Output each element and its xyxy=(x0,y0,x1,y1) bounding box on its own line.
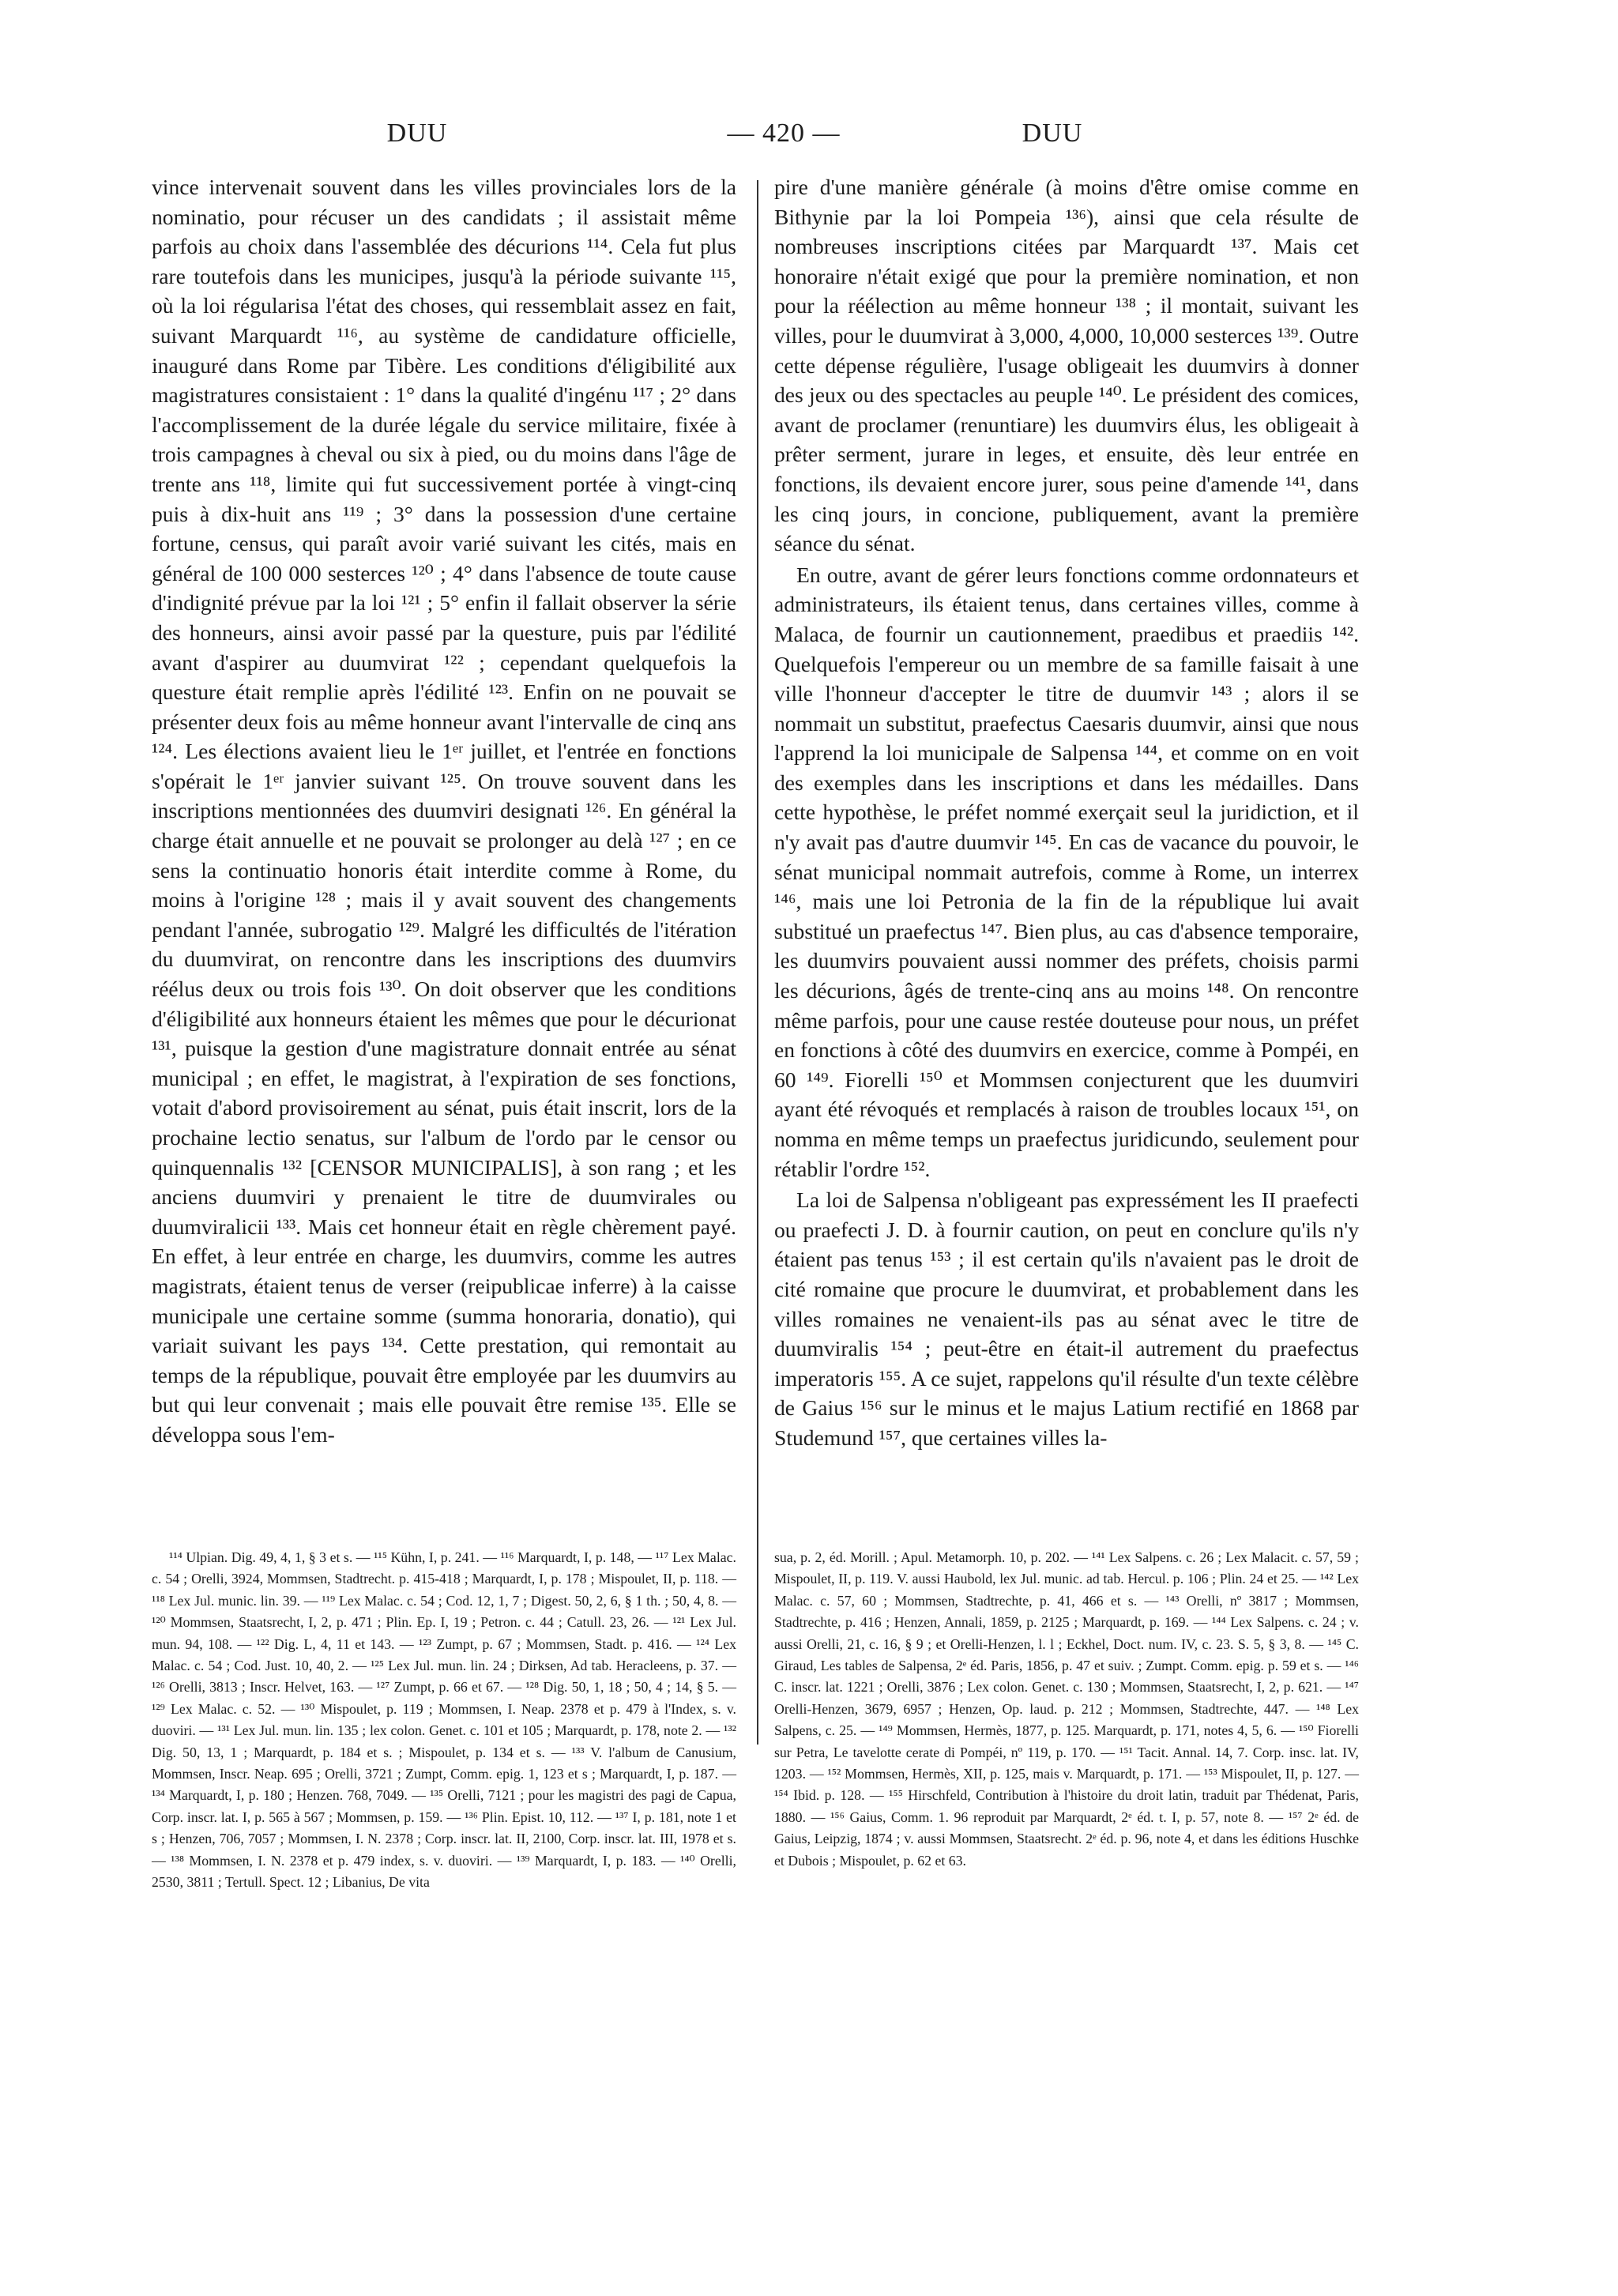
running-head-left: DUU xyxy=(386,119,448,148)
left-paragraph-1: vince intervenait souvent dans les villes provinciales lors de la nominatio, pour récuser un des candidats ; il assistait même parfois au choix dans l'assemblée des décurions ¹¹⁴. Cela fut plus rare toutefois dans les municipes, jusqu'à la période suivante ¹¹⁵, où la loi régularisa l'état des choses, qui ressemblait assez en fait, suivant Marquardt ¹¹⁶, au système de candidature officielle, inauguré dans Rome par Tibère. Les conditions d'éligibilité aux magistratures consistaient : 1° dans la qualité d'ingénu ¹¹⁷ ; 2° dans l'accomplissement de la durée légale du service militaire, fixée à trois campagnes à cheval ou six à pied, ou du moins dans l'âge de trente ans ¹¹⁸, limite qui fut successivement portée à vingt-cinq puis à dix-huit ans ¹¹⁹ ; 3° dans la possession d'une certaine fortune, census, qui paraît avoir varié suivant les cités, mais en général de 100 000 sesterces ¹²⁰ ; 4° dans l'absence de toute cause d'indignité prévue par la loi ¹²¹ ; 5° enfin il fallait observer la série des honneurs, ainsi avoir passé par la questure, puis par l'édilité avant d'aspirer au duumvirat ¹²² ; cependant quelquefois la questure était remplie après l'édilité ¹²³. Enfin on ne pouvait se présenter deux fois au même honneur avant l'intervalle de cinq ans ¹²⁴. Les élections avaient lieu le 1ᵉʳ juillet, et l'entrée en fonctions s'opérait le 1ᵉʳ janvier suivant ¹²⁵. On trouve souvent dans les inscriptions mentionnées des duumviri designati ¹²⁶. En général la charge était annuelle et ne pouvait se prolonger au delà ¹²⁷ ; en ce sens la continuatio honoris était interdite comme à Rome, du moins à l'origine ¹²⁸ ; mais il y avait souvent des changements pendant l'année, subrogatio ¹²⁹. Malgré les difficultés de l'itération du duumvirat, on rencontre dans les inscriptions des duumvirs réélus deux ou trois fois ¹³⁰. On doit observer que les conditions d'éligibilité aux honneurs étaient les mêmes que pour le décurionat ¹³¹, puisque la gestion d'une magistrature donnait entrée au sénat municipal ; en effet, le magistrat, à l'expiration de ses fonctions, votait d'abord provisoirement au sénat, puis était inscrit, lors de la prochaine lectio senatus, sur l'album de l'ordo par le censor ou quinquennalis ¹³² [CENSOR MUNICIPALIS], à son rang ; et les anciens duumviri y prenaient le titre de duumvirales ou duumviralicii ¹³³. Mais cet honneur était en règle chèrement payé. En effet, à leur entrée en charge, les duumvirs, comme les autres magistrats, étaient tenus de verser (reipublicae inferre) à la caisse municipale une certaine somme (summa honoraria, donatio), qui variait suivant les pays ¹³⁴. Cette prestation, qui remontait au temps de la république, pouvait être employée par les duumvirs au but qui leur convenait ; mais elle pouvait être remise ¹³⁵. Elle se développa sous l'em- xyxy=(152,175,736,1447)
footnotes-left-text: ¹¹⁴ Ulpian. Dig. 49, 4, 1, § 3 et s. — ¹¹⁵ Kühn, I, p. 241. — ¹¹⁶ Marquardt, I, p. 148, — ¹¹⁷ Lex Malac. c. 54 ; Orelli, 3924, Mommsen, Stadtrecht. p. 415-418 ; Marquardt, I, p. 178 ; Mispoulet, II, p. 118. — ¹¹⁸ Lex Jul. munic. lin. 39. — ¹¹⁹ Lex Malac. c. 54 ; Cod. 12, 1, 7 ; Digest. 50, 2, 6, § 1 th. ; 50, 4, 8. — ¹²⁰ Mommsen, Staatsrecht, I, 2, p. 471 ; Plin. Ep. I, 19 ; Petron. c. 44 ; Catull. 23, 26. — ¹²¹ Lex Jul. mun. 94, 108. — ¹²² Dig. L, 4, 11 et 143. — ¹²³ Zumpt, p. 67 ; Mommsen, Stadt. p. 416. — ¹²⁴ Lex Malac. c. 54 ; Cod. Just. 10, 40, 2. — ¹²⁵ Lex Jul. mun. lin. 24 ; Dirksen, Ad tab. Heracleens, p. 37. — ¹²⁶ Orelli, 3813 ; Inscr. Helvet, 163. — ¹²⁷ Zumpt, p. 66 et 67. — ¹²⁸ Dig. 50, 1, 18 ; 50, 4 ; 14, § 5. — ¹²⁹ Lex Malac. c. 52. — ¹³⁰ Mispoulet, p. 119 ; Mommsen, I. Neap. 2378 et p. 479 à l'Index, s. v. duoviri. — ¹³¹ Lex Jul. mun. lin. 135 ; lex colon. Genet. c. 101 et 105 ; Marquardt, p. 178, note 2. — ¹³² Dig. 50, 13, 1 ; Marquardt, p. 184 et s. ; Mispoulet, p. 134 et s. — ¹³³ V. l'album de Canusium, Mommsen, Inscr. Neap. 695 ; Orelli, 3721 ; Zumpt, Comm. epig. 1, 123 et s ; Marquardt, I, p. 187. — ¹³⁴ Marquardt, I, p. 180 ; Henzen. 768, 7049. — ¹³⁵ Orelli, 7121 ; pour les magistri des pagi de Capua, Corp. inscr. lat. I, p. 565 à 567 ; Mommsen, p. 159. — ¹³⁶ Plin. Epist. 10, 112. — ¹³⁷ I, p. 181, note 1 et s ; Henzen, 706, 7057 ; Mommsen, I. N. 2378 ; Corp. inscr. lat. II, 2100, Corp. inscr. lat. III, 1978 et s. — ¹³⁸ Mommsen, I. N. 2378 et p. 479 index, s. v. duoviri. — ¹³⁹ Marquardt, I, p. 183. — ¹⁴⁰ Orelli, 2530, 3811 ; Tertull. Spect. 12 ; Libanius, De vita xyxy=(152,1549,736,1891)
running-head-right: DUU xyxy=(1022,119,1083,148)
right-column xyxy=(774,172,1359,1453)
right-paragraph-1: pire d'une manière générale (à moins d'être omise comme en Bithynie par la loi Pompeia ¹³⁶), ainsi que cela résulte de nombreuses inscriptions citées par Marquardt ¹³⁷. Mais cet honoraire n'était exigé que pour la première nomination, et non pour la réélection au même honneur ¹³⁸ ; il montait, suivant les villes, pour le duumvirat à 3,000, 4,000, 10,000 sesterces ¹³⁹. Outre cette dépense régulière, l'usage obligeait les duumvirs à donner des jeux ou des spectacles au peuple ¹⁴⁰. Le président des comices, avant de proclamer (renuntiare) les duumvirs élus, les obligeait à prêter serment, jurare in leges, et ensuite, dès leur entrée en fonctions, ils devaient encore jurer, sous peine d'amende ¹⁴¹, dans les cinq jours, in concione, publiquement, avant la première séance du sénat. xyxy=(774,175,1359,556)
page-header xyxy=(0,119,1618,166)
left-column xyxy=(152,172,736,1450)
page-number: — 420 — xyxy=(727,119,841,148)
column-divider xyxy=(757,180,758,1745)
right-paragraph-3: La loi de Salpensa n'obligeant pas expressément les II praefecti ou praefecti J. D. à fournir caution, on peut en conclure qu'ils n'y étaient pas tenus ¹⁵³ ; il est certain qu'ils n'avaient pas le droit de cité romaine que procure le duumvirat, et probablement dans les villes romaines ne venaient-ils pas au sénat avec le titre de duumviralis ¹⁵⁴ ; peut-être en était-il autrement du praefectus imperatoris ¹⁵⁵. A ce sujet, rappelons qu'il résulte d'un texte célèbre de Gaius ¹⁵⁶ sur le minus et le majus Latium rectifié en 1868 par Studemund ¹⁵⁷, que certaines villes la- xyxy=(774,1188,1359,1450)
footnotes-left xyxy=(152,1547,736,1894)
footnotes-right-text: sua, p. 2, éd. Morill. ; Apul. Metamorph. 10, p. 202. — ¹⁴¹ Lex Salpens. c. 26 ; Lex Malacit. c. 57, 59 ; Mispoulet, II, p. 119. V. aussi Haubold, lex Jul. munic. ad tab. Hercul. p. 106 ; Plin. 24 et 25. — ¹⁴² Lex Malac. c. 57, 60 ; Mommsen, Stadtrechte, p. 41, 466 et s. — ¹⁴³ Orelli, nº 3817 ; Mommsen, Stadtrechte, p. 416 ; Henzen, Annali, 1859, p. 2125 ; Marquardt, p. 169. — ¹⁴⁴ Lex Salpens. c. 24 ; v. aussi Orelli, 21, c. 16, § 9 ; et Orelli-Henzen, l. l ; Eckhel, Doct. num. IV, c. 23. S. 5, § 3, 8. — ¹⁴⁵ C. Giraud, Les tables de Salpensa, 2ᵉ éd. Paris, 1856, p. 47 et suiv. ; Zumpt. Comm. epig. p. 59 et s. — ¹⁴⁶ C. inscr. lat. 1221 ; Orelli, 3876 ; Lex colon. Genet. c. 130 ; Mommsen, Staatsrecht, I, 2, p. 621. — ¹⁴⁷ Orelli-Henzen, 3679, 6957 ; Henzen, Op. laud. p. 212 ; Mommsen, Stadtrechte, 447. — ¹⁴⁸ Lex Salpens, c. 25. — ¹⁴⁹ Mommsen, Hermès, 1877, p. 125. Marquardt, p. 171, notes 4, 5, 6. — ¹⁵⁰ Fiorelli sur Petra, Le tavelotte cerate di Pompéi, nº 119, p. 170. — ¹⁵¹ Tacit. Annal. 14, 7. Corp. insc. lat. IV, 1203. — ¹⁵² Mommsen, Hermès, XII, p. 125, mais v. Marquardt, p. 171. — ¹⁵³ Mispoulet, II, p. 127. — ¹⁵⁴ Ibid. p. 128. — ¹⁵⁵ Hirschfeld, Contribution à l'histoire du droit latin, traduit par Thédenat, Paris, 1880. — ¹⁵⁶ Gaius, Comm. 1. 96 reproduit par Marquardt, 2ᵉ éd. t. I, p. 57, note 8. — ¹⁵⁷ 2ᵉ éd. de Gaius, Leipzig, 1874 ; v. aussi Mommsen, Staatsrecht. 2ᵉ éd. p. 96, note 4, et dans les éditions Huschke et Dubois ; Mispoulet, p. 62 et 63. xyxy=(774,1549,1359,1869)
footnotes-right xyxy=(774,1547,1359,1872)
right-paragraph-2: En outre, avant de gérer leurs fonctions comme ordonnateurs et administrateurs, ils étaient tenus, dans certaines villes, comme à Malaca, de fournir un cautionnement, praedibus et praediis ¹⁴². Quelquefois l'empereur ou un membre de sa famille faisait à une ville l'honneur d'accepter le titre de duumvir ¹⁴³ ; alors il se nommait un substitut, praefectus Caesaris duumvir, ainsi que nous l'apprend la loi municipale de Salpensa ¹⁴⁴, et comme on en voit des exemples dans les inscriptions et dans les médailles. Dans cette hypothèse, le préfet nommé exerçait seul la juridiction, et il n'y avait pas d'autre duumvir ¹⁴⁵. En cas de vacance du pouvoir, le sénat municipal nommait autrefois, comme à Rome, un interrex ¹⁴⁶, mais une loi Petronia de la fin de la république lui avait substitué un praefectus ¹⁴⁷. Bien plus, au cas d'absence temporaire, les duumvirs pouvaient aussi nommer des préfets, choisis parmi les décurions, âgés de trente-cinq ans au moins ¹⁴⁸. On rencontre même parfois, pour une cause restée douteuse pour nous, un préfet en fonctions à côté des duumvirs en exercice, comme à Pompéi, en 60 ¹⁴⁹. Fiorelli ¹⁵⁰ et Mommsen conjecturent que les duumviri ayant été révoqués et remplacés à raison de troubles locaux ¹⁵¹, on nomma en même temps un praefectus juridicundo, seulement pour rétablir l'ordre ¹⁵². xyxy=(774,562,1359,1181)
